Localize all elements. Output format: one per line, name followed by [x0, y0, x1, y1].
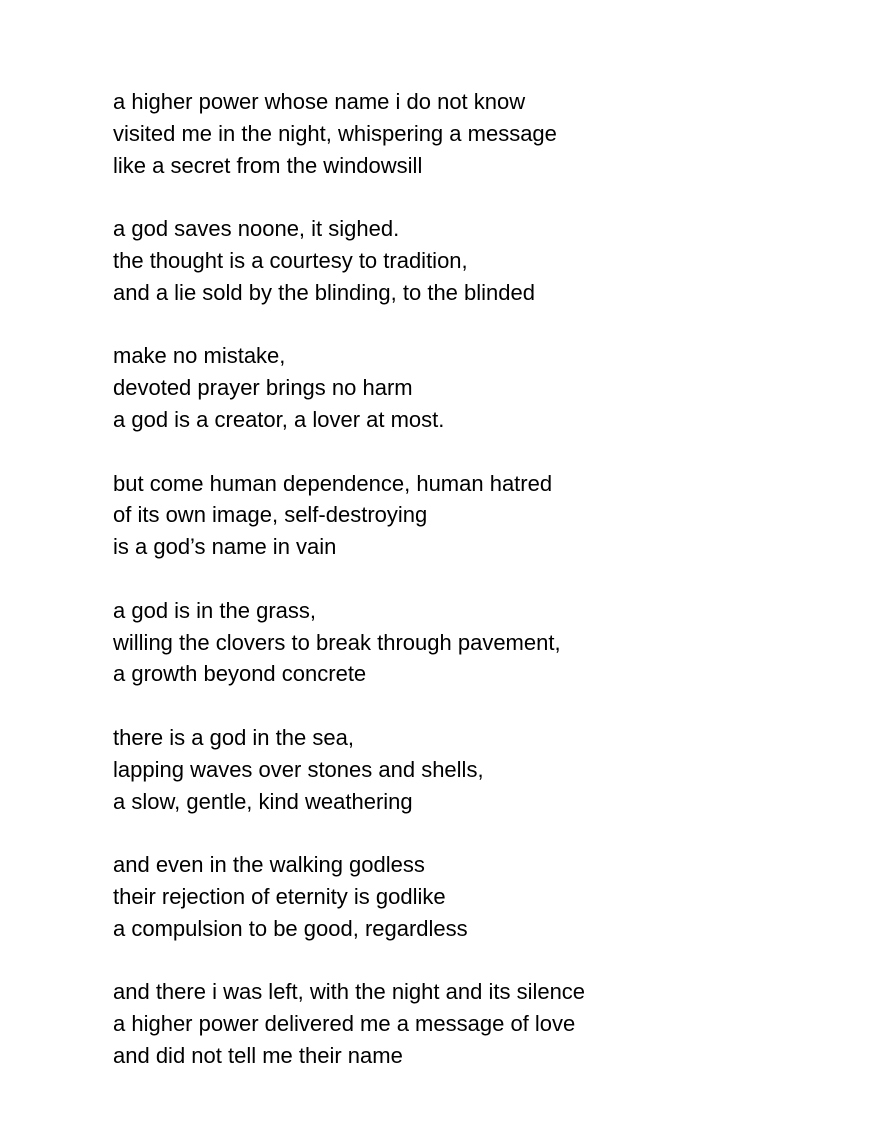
poem-line: and there i was left, with the night and its silence [113, 979, 586, 1005]
stanza-5 [113, 595, 813, 690]
poem-line: and did not tell me their name [113, 1042, 403, 1068]
poem-line: and even in the walking godless [113, 852, 425, 878]
poem-line: a higher power delivered me a message of love [113, 1011, 576, 1037]
stanza-4 [113, 468, 813, 563]
stanza-3 [113, 340, 813, 435]
poem-line: a growth beyond concrete [113, 661, 367, 687]
poem-line: a slow, gentle, kind weathering [113, 788, 413, 814]
poem-line: a higher power whose name i do not know [113, 89, 526, 114]
stanza-6 [113, 722, 813, 817]
stanza-7 [113, 849, 813, 944]
poem-line: like a secret from the windowsill [113, 152, 423, 178]
poem-line: lapping waves over stones and shells, [113, 756, 484, 782]
stanza-1 [113, 86, 813, 181]
poem-line: is a god’s name in vain [113, 534, 337, 560]
poem-line: a god saves noone, it sighed. [113, 216, 400, 242]
poem-line: of its own image, self-destroying [113, 502, 428, 528]
poem-line: devoted prayer brings no harm [113, 375, 413, 401]
document-page [113, 86, 813, 1104]
poem-line: make no mistake, [113, 343, 286, 369]
poem-line: there is a god in the sea, [113, 724, 354, 750]
poem-line: the thought is a courtesy to tradition, [113, 247, 468, 273]
poem-line: and a lie sold by the blinding, to the blinded [113, 279, 535, 305]
poem-line: a god is in the grass, [113, 597, 317, 623]
poem-line: a compulsion to be good, regardless [113, 915, 468, 941]
poem-line: but come human dependence, human hatred [113, 470, 553, 496]
stanza-8 [113, 976, 813, 1071]
poem-line: willing the clovers to break through pavement, [113, 629, 561, 655]
stanza-2 [113, 213, 813, 308]
poem-line: a god is a creator, a lover at most. [113, 406, 445, 432]
poem-line: their rejection of eternity is godlike [113, 883, 446, 909]
poem-line: visited me in the night, whispering a message [113, 120, 557, 146]
